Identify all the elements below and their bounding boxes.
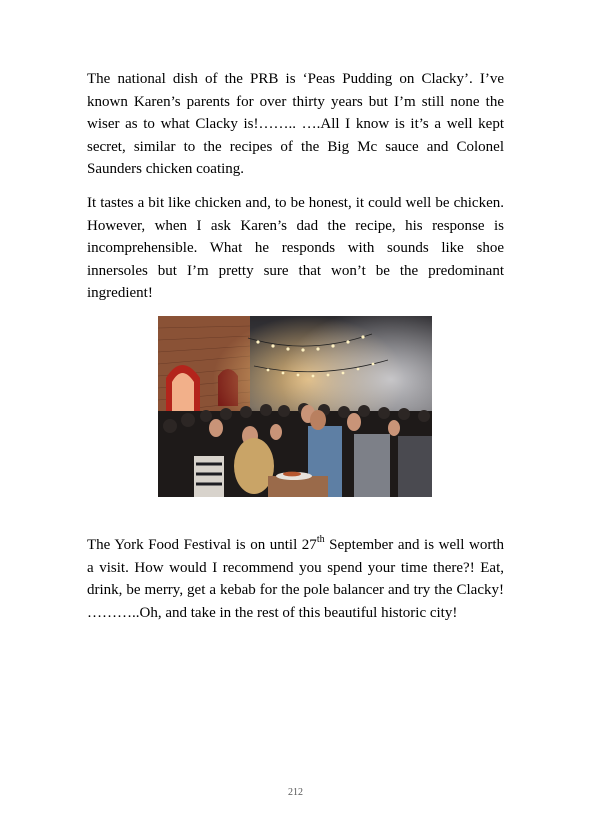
festival-text-end: September and is well worth a visit. How would I recommend you spend your time there?! Eat, drink, be merry, get a kebab for the pole balancer and try the Clacky! ………..Oh, and take in the rest of this beautiful historic city!: [87, 537, 504, 621]
paragraph-chicken: It tastes a bit like chicken and, to be honest, it could well be chicken. However, when I ask Karen’s dad the recipe, his response is incomprehensible. What he responds with sounds like shoe innersoles but I’m pretty sure that won’t be the predominant ingredient!: [87, 195, 504, 302]
paragraph-york-food-festival: [87, 534, 504, 624]
festival-text-start: The York Food Festival is on until 27: [87, 537, 317, 553]
food-festival-photo: [158, 316, 432, 497]
paragraph-clacky: The national dish of the PRB is ‘Peas Pudding on Clacky’. I’ve known Karen’s parents for over thirty years but I’m still none the wiser as to what Clacky is!…….. ….All I know is it’s a well kept secret, similar to the recipes of the Big Mc sauce and Colonel Saunders chicken coating.: [87, 71, 504, 178]
ordinal-suffix: th: [316, 534, 325, 545]
page-number: 212: [288, 787, 303, 798]
